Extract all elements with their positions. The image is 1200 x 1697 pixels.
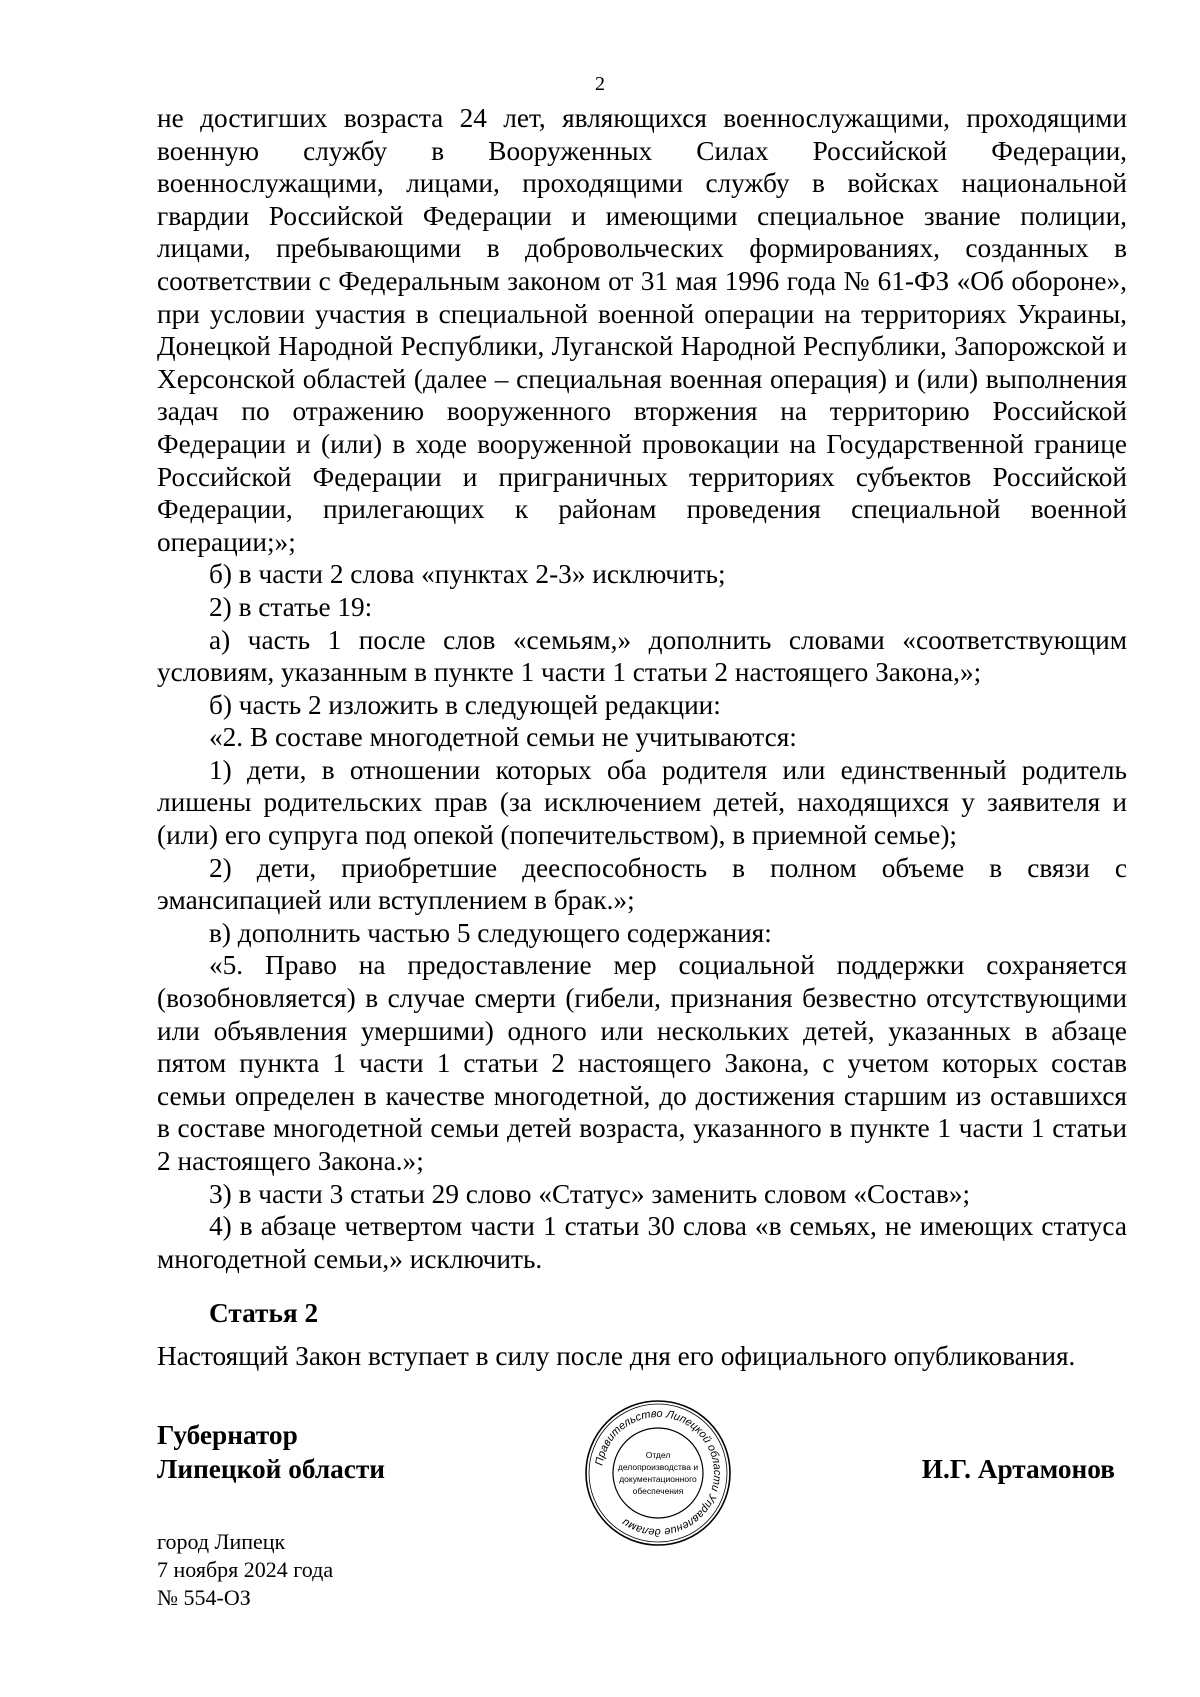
place-date-number <box>157 1528 333 1612</box>
body-paragraph: 2) дети, приобретшие дееспособность в полном объеме в связи с эмансипацией или вступлением в брак.»; <box>157 852 1127 916</box>
signatory-title-line-2: Липецкой области <box>157 1454 386 1484</box>
article-title: Статья 2 <box>209 1298 319 1328</box>
signatory-name: И.Г. Артамонов <box>921 1454 1115 1484</box>
signatory-title <box>157 1418 385 1486</box>
signatory-title-line-1: Губернатор <box>157 1420 298 1450</box>
body-paragraph: 4) в абзаце четвертом части 1 статьи 30 слова «в семьях, не имеющих статуса многодетной семьи,» исключить. <box>157 1211 1127 1274</box>
body-paragraph: «2. В составе многодетной семьи не учитываются: <box>209 722 797 753</box>
law-date: 7 ноября 2024 года <box>157 1557 334 1582</box>
law-number: № 554-ОЗ <box>157 1585 251 1610</box>
article-text: Настоящий Закон вступает в силу после дня его официального опубликования. <box>157 1341 1076 1371</box>
seal-outer-text: Правительство Липецкой области Управление делами <box>593 1407 724 1539</box>
body-paragraph: б) в части 2 слова «пунктах 2-3» исключить; <box>209 559 726 590</box>
seal-inner-line-1: Отдел <box>645 1450 671 1460</box>
city: город Липецк <box>157 1529 286 1554</box>
body-paragraph: 3) в части 3 статьи 29 слово «Статус» заменить словом «Состав»; <box>209 1178 971 1209</box>
body-paragraph: «5. Право на предоставление мер социальной поддержки сохраняется (возобновляется) в случае смерти (гибели, признания безвестно отсутствующими или объявления умершими) одного или нескольких детей, указанных в абзаце пятом пункта 1 части 1 статьи 2 настоящего Закона, с учетом которых состав семьи определен в качестве многодетной, до достижения старшим из оставшихся в составе многодетной семьи детей возраста, указанного в пункте 1 части 1 статьи 2 настоящего Закона.»; <box>157 950 1127 1176</box>
body-paragraph: б) часть 2 изложить в следующей редакции: <box>209 689 721 720</box>
seal-inner-line-4: обеспечения <box>632 1486 684 1496</box>
body-paragraph: 1) дети, в отношении которых оба родителя или единственный родитель лишены родительских прав (за исключением детей, находящихся у заявителя и (или) его супруга под опекой (попечительством), в приемной семье); <box>157 754 1127 851</box>
page-number: 2 <box>595 73 605 95</box>
seal-inner-line-3: документационного <box>619 1474 697 1484</box>
body-paragraph: не достигших возраста 24 лет, являющихся военнослужащими, проходящими военную службу в Вооруженных Силах Российской Федерации, военнослужащими, лицами, проходящими службу в войсках национальной гвардии Российской Федерации и имеющими специальное звание полиции, лицами, пребывающими в добровольческих формированиях, созданных в соответствии с Федеральным законом от 31 мая 1996 года № 61-ФЗ «Об обороне», при условии участия в специальной военной операции на территориях Украины, Донецкой Народной Республики, Луганской Народной Республики, Запорожской и Херсонской областей (далее – специальная военная операция) и (или) выполнения задач по отражению вооруженного вторжения на территорию Российской Федерации и (или) в ходе вооруженной провокации на Государственной границе Российской Федерации и приграничных территориях субъектов Российской Федерации, прилегающих к районам проведения специальной военной операции;»; <box>157 103 1127 557</box>
seal-inner-line-2: делопроизводства и <box>617 1462 699 1472</box>
body-paragraph: а) часть 1 после слов «семьям,» дополнить словами «соответствующим условиям, указанным в пункте 1 части 1 статьи 2 настоящего Закона,»; <box>157 624 1127 688</box>
body-paragraph: 2) в статье 19: <box>209 591 373 622</box>
law-amendments-body <box>157 102 1127 1275</box>
official-seal-stamp <box>583 1398 733 1548</box>
body-paragraph: в) дополнить частью 5 следующего содержания: <box>209 917 772 948</box>
